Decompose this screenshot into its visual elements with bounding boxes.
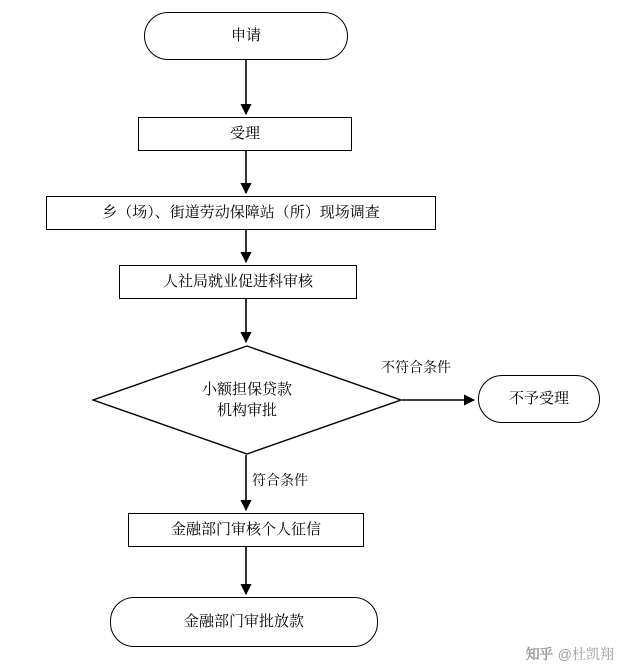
decision-label-line-1: 小额担保贷款: [201, 381, 292, 398]
node-credit-check-label: 金融部门审核个人征信: [170, 520, 321, 538]
watermark-author: @杜凯翔: [557, 646, 614, 662]
node-credit-check[interactable]: [128, 513, 364, 547]
node-accept[interactable]: [138, 117, 352, 151]
node-loan-approval-decision-label: [202, 379, 292, 421]
decision-label-line-2: 机构审批: [216, 402, 277, 419]
node-disbursement-label: 金融部门审批放款: [183, 612, 304, 630]
edge-label-qualified: 符合条件: [252, 472, 308, 488]
node-field-survey-label: 乡（场）、街道劳动保障站（所）现场调查: [102, 203, 380, 221]
node-loan-approval-decision[interactable]: [92, 345, 402, 455]
zhihu-logo: 知乎: [525, 646, 553, 662]
node-disbursement[interactable]: [110, 597, 378, 647]
node-apply[interactable]: [144, 12, 348, 60]
watermark: [526, 644, 614, 664]
node-reject[interactable]: [478, 375, 600, 423]
node-bureau-review-label: 人社局就业促进科审核: [162, 272, 313, 290]
node-accept-label: 受理: [229, 124, 260, 142]
node-apply-label: 申请: [230, 26, 261, 44]
node-reject-label: 不予受理: [508, 389, 569, 407]
node-bureau-review[interactable]: [119, 265, 357, 299]
node-field-survey[interactable]: [46, 196, 436, 230]
edge-label-not-qualified: 不符合条件: [381, 359, 451, 375]
